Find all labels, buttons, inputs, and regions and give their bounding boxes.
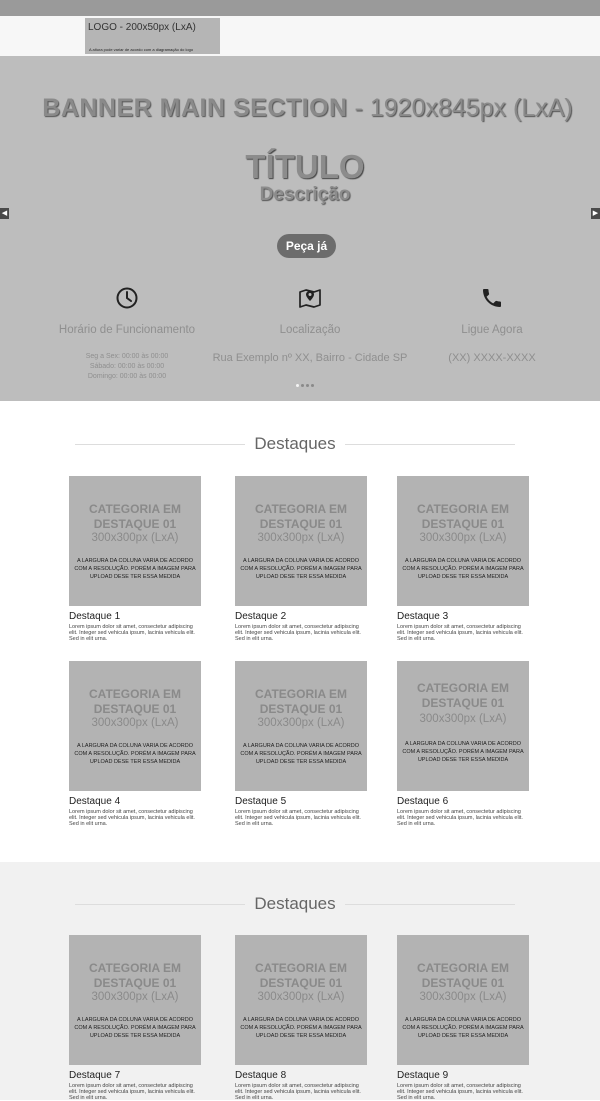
banner-title-dimensions: 1920x845px (LxA) bbox=[369, 94, 573, 122]
card-dimensions: 300x300px (LxA) bbox=[419, 991, 507, 1003]
featured-card[interactable] bbox=[235, 661, 367, 827]
card-category-line: CATEGORIA EM bbox=[417, 681, 509, 695]
featured-card[interactable] bbox=[397, 476, 529, 642]
card-image-placeholder bbox=[397, 661, 529, 791]
card-note: A LARGURA DA COLUNA VARIA DE ACORDO COM A RESOLUÇÃO. PORÉM A IMAGEM PARA UPLOAD DESE TER ESSA MEDIDA bbox=[74, 1017, 196, 1039]
card-note: A LARGURA DA COLUNA VARIA DE ACORDO COM A RESOLUÇÃO. PORÉM A IMAGEM PARA UPLOAD DESE TER ESSA MEDIDA bbox=[240, 743, 362, 765]
featured-section-2 bbox=[0, 862, 600, 1100]
schedule-weekdays: Seg a Sex: 00:00 às 00:00 bbox=[85, 353, 169, 360]
featured-card[interactable] bbox=[397, 661, 529, 827]
card-title[interactable]: Destaque 4 bbox=[69, 796, 121, 807]
info-location-label: Localização bbox=[279, 324, 341, 336]
card-image-placeholder bbox=[397, 935, 529, 1065]
card-note: A LARGURA DA COLUNA VARIA DE ACORDO COM A RESOLUÇÃO. PORÉM A IMAGEM PARA UPLOAD DESE TER ESSA MEDIDA bbox=[402, 1017, 524, 1039]
info-location bbox=[210, 286, 410, 364]
slider-prev-arrow[interactable]: ◀ bbox=[1, 210, 8, 217]
card-image-placeholder bbox=[235, 935, 367, 1065]
card-category-line: CATEGORIA EM bbox=[417, 502, 509, 516]
card-category bbox=[235, 961, 367, 991]
card-dimensions: 300x300px (LxA) bbox=[91, 991, 179, 1003]
card-category-line: CATEGORIA EM bbox=[417, 961, 509, 975]
site-header bbox=[0, 16, 600, 56]
card-note: A LARGURA DA COLUNA VARIA DE ACORDO COM A RESOLUÇÃO. PORÉM A IMAGEM PARA UPLOAD DESE TER ESSA MEDIDA bbox=[74, 743, 196, 765]
card-description: Lorem ipsum dolor sit amet, consectetur adipiscing elit. Integer sed vehicula ipsum, lacinia vehicula elit. Sed in elit urna. bbox=[397, 624, 523, 642]
featured-card[interactable] bbox=[235, 935, 367, 1101]
card-description: Lorem ipsum dolor sit amet, consectetur adipiscing elit. Integer sed vehicula ipsum, lacinia vehicula elit. Sed in elit urna. bbox=[235, 809, 361, 827]
section-heading bbox=[75, 434, 515, 454]
card-category-line: DESTAQUE 01 bbox=[93, 976, 177, 990]
card-dimensions: 300x300px (LxA) bbox=[257, 717, 345, 729]
card-category-line: DESTAQUE 01 bbox=[259, 976, 343, 990]
card-image-placeholder bbox=[69, 661, 201, 791]
card-category bbox=[69, 961, 201, 991]
featured-card[interactable] bbox=[69, 935, 201, 1101]
schedule-saturday: Sábado: 00:00 às 00:00 bbox=[89, 363, 165, 370]
card-category-line: DESTAQUE 01 bbox=[259, 517, 343, 531]
card-category bbox=[69, 502, 201, 532]
featured-card[interactable] bbox=[69, 661, 201, 827]
card-image-placeholder bbox=[69, 935, 201, 1065]
info-phone-number: (XX) XXXX-XXXX bbox=[448, 352, 536, 364]
logo-note: A altura pode variar de acordo com a diagramação do logo bbox=[89, 47, 194, 52]
slider-dot[interactable] bbox=[311, 384, 314, 387]
card-description: Lorem ipsum dolor sit amet, consectetur adipiscing elit. Integer sed vehicula ipsum, lacinia vehicula elit. Sed in elit urna. bbox=[69, 809, 195, 827]
card-title[interactable]: Destaque 1 bbox=[69, 611, 121, 622]
card-description: Lorem ipsum dolor sit amet, consectetur adipiscing elit. Integer sed vehicula ipsum, lacinia vehicula elit. Sed in elit urna. bbox=[397, 809, 523, 827]
logo-text: LOGO - 200x50px (LxA) bbox=[88, 22, 196, 33]
map-pin-icon bbox=[298, 286, 322, 310]
card-category-line: DESTAQUE 01 bbox=[93, 702, 177, 716]
card-dimensions: 300x300px (LxA) bbox=[419, 532, 507, 544]
banner-main-section bbox=[0, 56, 600, 401]
slider-dots bbox=[296, 384, 320, 388]
info-hours-label: Horário de Funcionamento bbox=[58, 324, 196, 336]
section-title: Destaques bbox=[254, 434, 336, 453]
section-title: Destaques bbox=[254, 894, 336, 913]
logo[interactable] bbox=[85, 18, 220, 54]
featured-section-1 bbox=[0, 401, 600, 862]
info-hours bbox=[27, 286, 227, 380]
featured-card[interactable] bbox=[69, 476, 201, 642]
info-phone-label: Ligue Agora bbox=[461, 324, 523, 336]
card-category-line: CATEGORIA EM bbox=[255, 961, 347, 975]
slider-dot[interactable] bbox=[306, 384, 309, 387]
card-title[interactable]: Destaque 7 bbox=[69, 1070, 121, 1081]
card-category-line: CATEGORIA EM bbox=[89, 961, 181, 975]
banner-title bbox=[0, 94, 600, 123]
card-note: A LARGURA DA COLUNA VARIA DE ACORDO COM A RESOLUÇÃO. PORÉM A IMAGEM PARA UPLOAD DESE TER ESSA MEDIDA bbox=[74, 558, 196, 580]
card-dimensions: 300x300px (LxA) bbox=[257, 991, 345, 1003]
card-category bbox=[235, 502, 367, 532]
card-image-placeholder bbox=[235, 476, 367, 606]
card-description: Lorem ipsum dolor sit amet, consectetur adipiscing elit. Integer sed vehicula ipsum, lacinia vehicula elit. Sed in elit urna. bbox=[69, 1083, 195, 1101]
featured-card[interactable] bbox=[235, 476, 367, 642]
info-hours-schedule bbox=[27, 352, 227, 382]
card-dimensions: 300x300px (LxA) bbox=[91, 717, 179, 729]
card-title[interactable]: Destaque 6 bbox=[397, 796, 449, 807]
card-title[interactable]: Destaque 5 bbox=[235, 796, 287, 807]
card-category-line: CATEGORIA EM bbox=[255, 687, 347, 701]
card-title[interactable]: Destaque 2 bbox=[235, 611, 287, 622]
card-category bbox=[235, 687, 367, 717]
card-category-line: CATEGORIA EM bbox=[255, 502, 347, 516]
card-category-line: CATEGORIA EM bbox=[89, 687, 181, 701]
info-location-address: Rua Exemplo nº XX, Bairro - Cidade SP bbox=[212, 352, 408, 364]
featured-card[interactable] bbox=[397, 935, 529, 1101]
card-note: A LARGURA DA COLUNA VARIA DE ACORDO COM A RESOLUÇÃO. PORÉM A IMAGEM PARA UPLOAD DESE TER ESSA MEDIDA bbox=[402, 741, 524, 763]
card-title[interactable]: Destaque 9 bbox=[397, 1070, 449, 1081]
card-title[interactable]: Destaque 8 bbox=[235, 1070, 287, 1081]
card-category-line: DESTAQUE 01 bbox=[93, 517, 177, 531]
card-category-line: DESTAQUE 01 bbox=[421, 976, 505, 990]
slider-next-arrow[interactable]: ▶ bbox=[592, 210, 599, 217]
card-category-line: DESTAQUE 01 bbox=[259, 702, 343, 716]
card-note: A LARGURA DA COLUNA VARIA DE ACORDO COM A RESOLUÇÃO. PORÉM A IMAGEM PARA UPLOAD DESE TER ESSA MEDIDA bbox=[240, 558, 362, 580]
card-category bbox=[397, 681, 529, 711]
card-dimensions: 300x300px (LxA) bbox=[257, 532, 345, 544]
card-note: A LARGURA DA COLUNA VARIA DE ACORDO COM A RESOLUÇÃO. PORÉM A IMAGEM PARA UPLOAD DESE TER ESSA MEDIDA bbox=[240, 1017, 362, 1039]
card-category-line: DESTAQUE 01 bbox=[421, 696, 505, 710]
card-note: A LARGURA DA COLUNA VARIA DE ACORDO COM A RESOLUÇÃO. PORÉM A IMAGEM PARA UPLOAD DESE TER ESSA MEDIDA bbox=[402, 558, 524, 580]
card-description: Lorem ipsum dolor sit amet, consectetur adipiscing elit. Integer sed vehicula ipsum, lacinia vehicula elit. Sed in elit urna. bbox=[235, 624, 361, 642]
card-image-placeholder bbox=[235, 661, 367, 791]
section-heading bbox=[75, 894, 515, 914]
card-category-line: DESTAQUE 01 bbox=[421, 517, 505, 531]
banner-description: Descrição bbox=[259, 184, 351, 205]
card-dimensions: 300x300px (LxA) bbox=[91, 532, 179, 544]
clock-icon bbox=[115, 286, 139, 310]
card-dimensions: 300x300px (LxA) bbox=[419, 713, 507, 725]
top-bar bbox=[0, 0, 600, 16]
card-image-placeholder bbox=[69, 476, 201, 606]
order-now-button[interactable]: Peça já bbox=[277, 234, 336, 258]
slider-dot[interactable] bbox=[296, 384, 299, 387]
slider-dot[interactable] bbox=[301, 384, 304, 387]
schedule-sunday: Domingo: 00:00 às 00:00 bbox=[87, 373, 167, 380]
card-description: Lorem ipsum dolor sit amet, consectetur adipiscing elit. Integer sed vehicula ipsum, lacinia vehicula elit. Sed in elit urna. bbox=[235, 1083, 361, 1101]
banner-title-separator: - bbox=[347, 94, 370, 122]
info-phone bbox=[392, 286, 592, 364]
card-description: Lorem ipsum dolor sit amet, consectetur adipiscing elit. Integer sed vehicula ipsum, lacinia vehicula elit. Sed in elit urna. bbox=[69, 624, 195, 642]
card-category bbox=[397, 502, 529, 532]
banner-heading: TÍTULO bbox=[245, 148, 365, 185]
phone-icon bbox=[480, 286, 504, 310]
card-category bbox=[69, 687, 201, 717]
card-category bbox=[397, 961, 529, 991]
banner-title-bold: BANNER MAIN SECTION bbox=[42, 94, 348, 122]
card-description: Lorem ipsum dolor sit amet, consectetur adipiscing elit. Integer sed vehicula ipsum, lacinia vehicula elit. Sed in elit urna. bbox=[397, 1083, 523, 1101]
card-title[interactable]: Destaque 3 bbox=[397, 611, 449, 622]
card-image-placeholder bbox=[397, 476, 529, 606]
card-category-line: CATEGORIA EM bbox=[89, 502, 181, 516]
